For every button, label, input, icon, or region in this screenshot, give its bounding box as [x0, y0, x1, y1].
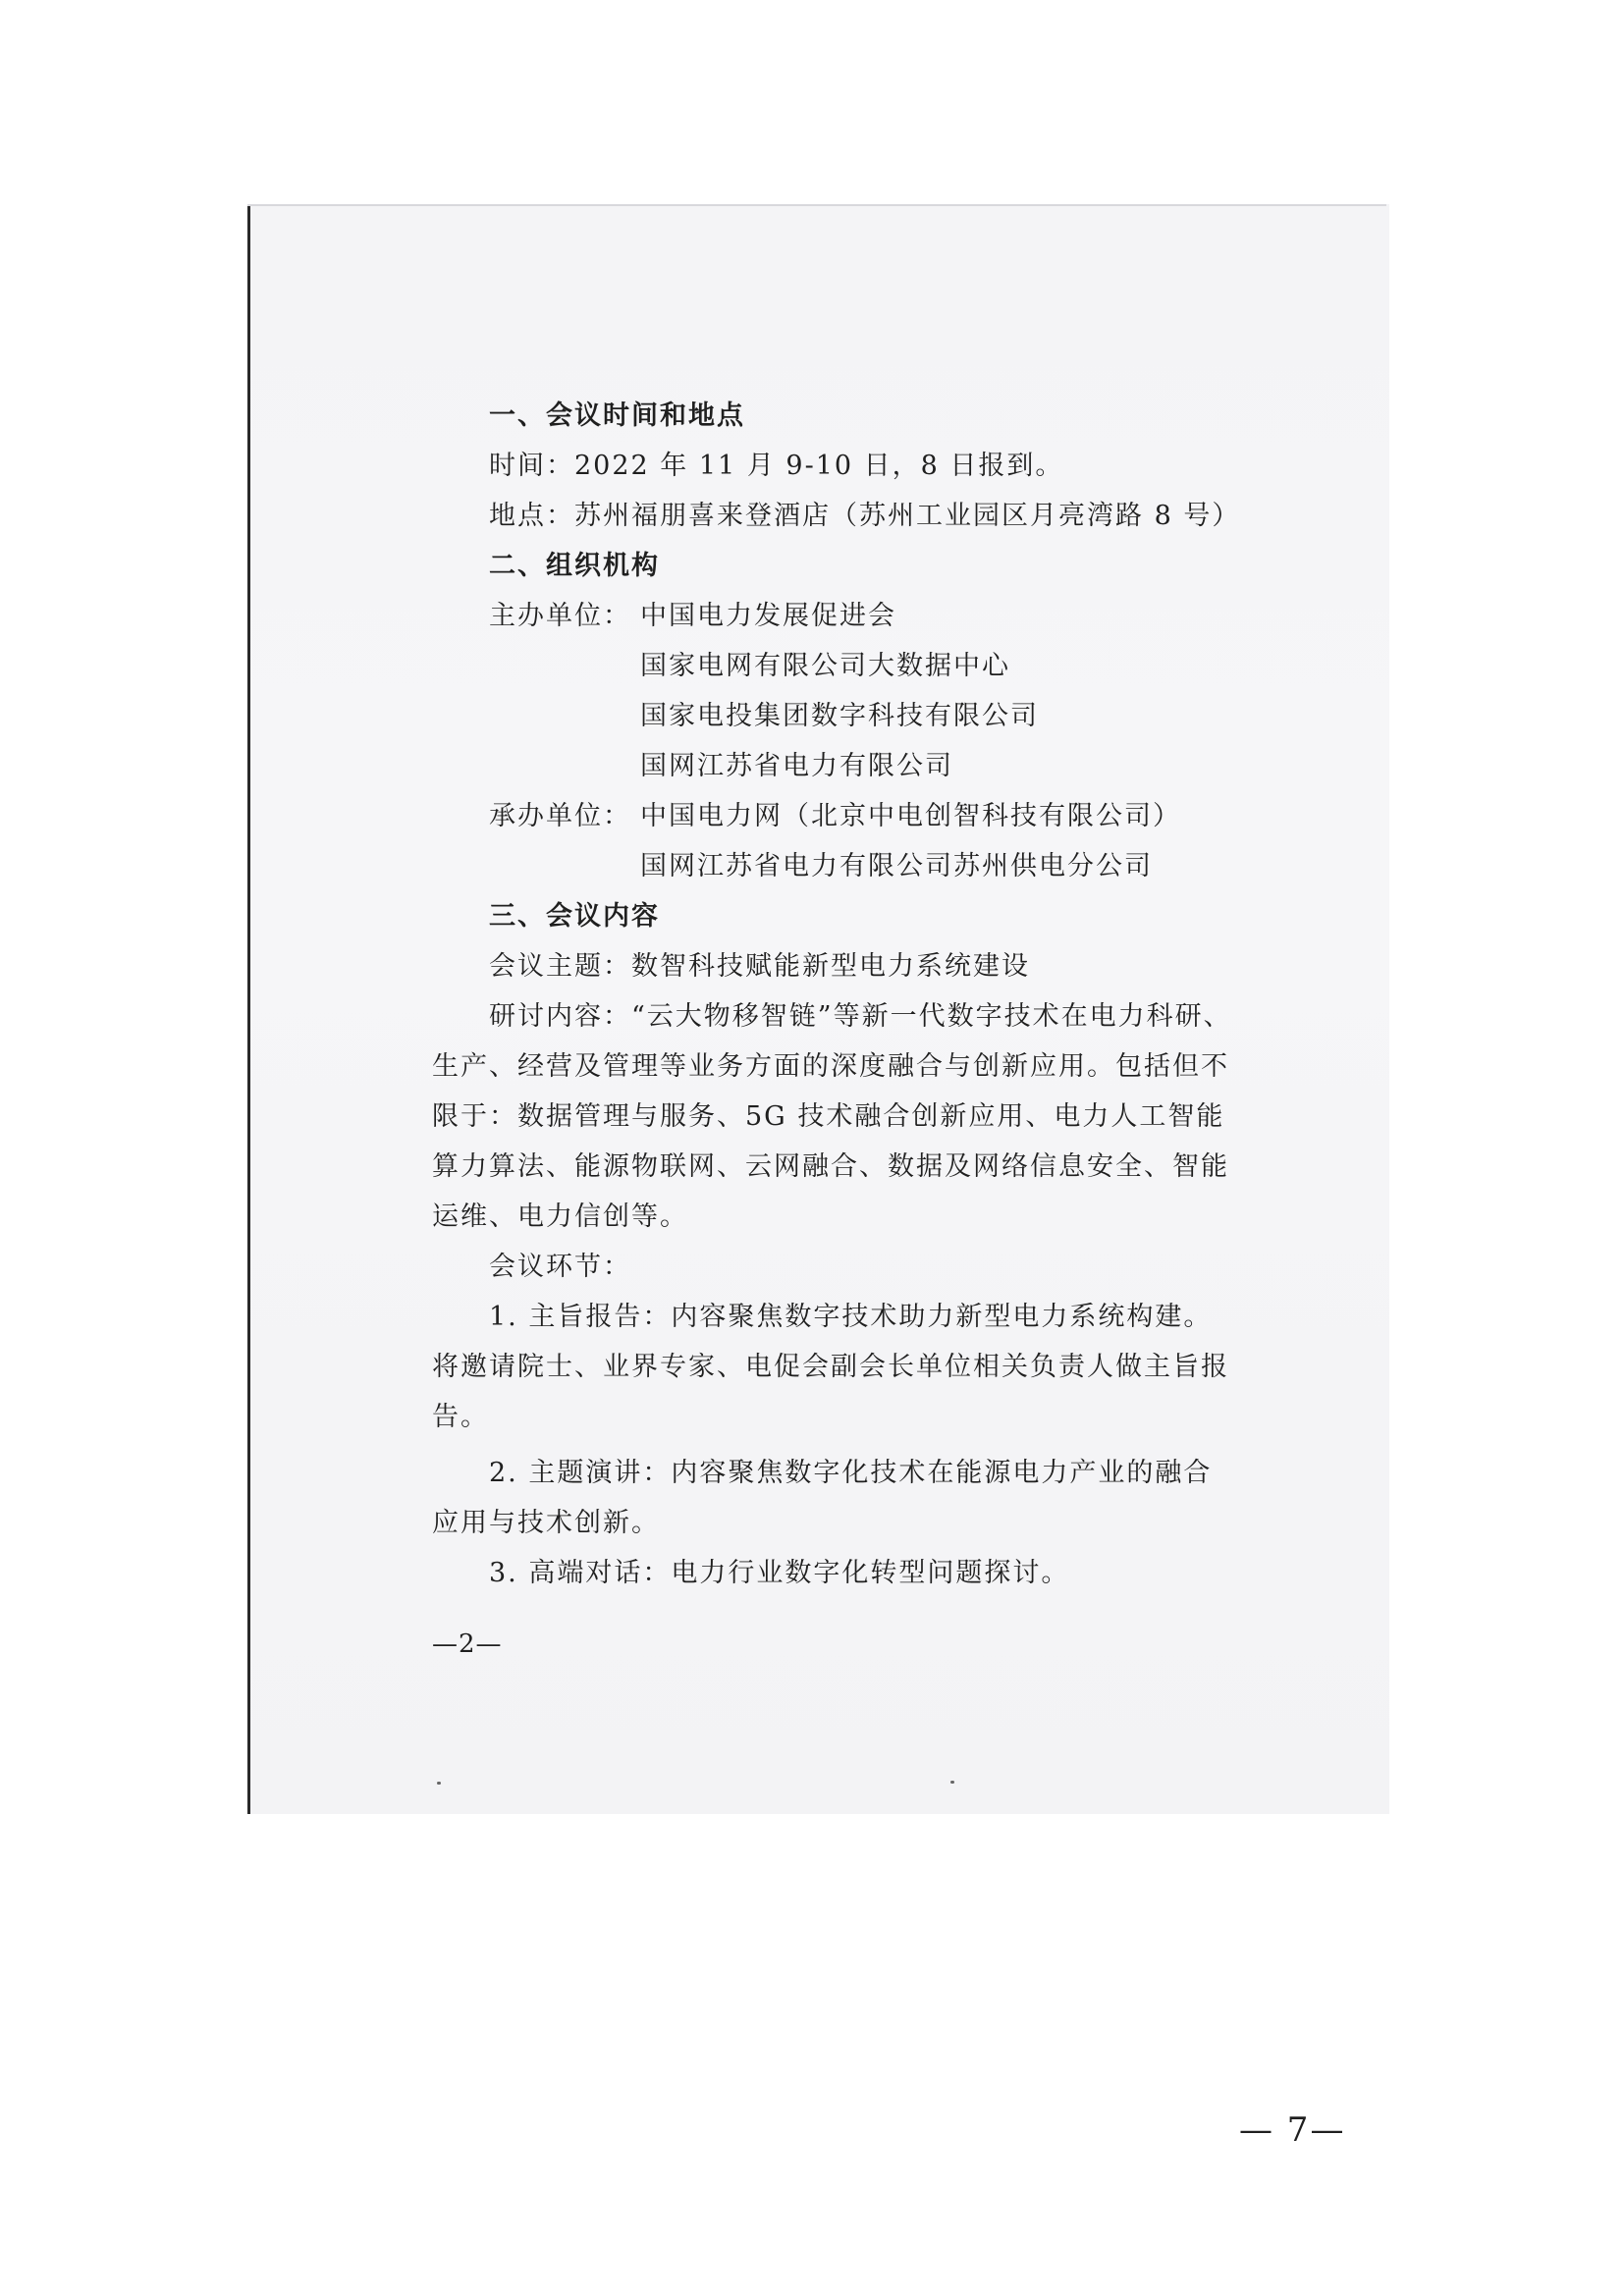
section3-heading: 三、会议内容 [489, 901, 660, 932]
section2-heading: 二、组织机构 [489, 551, 660, 581]
topics-line: 算力算法、能源物联网、云网融合、数据及网络信息安全、智能 [432, 1151, 1229, 1182]
sessions-label: 会议环节： [489, 1252, 631, 1282]
host-unit: 国家电投集团数字科技有限公司 [640, 701, 1039, 731]
session-item-1: 将邀请院士、业界专家、电促会副会长单位相关负责人做主旨报 [432, 1352, 1229, 1382]
topics-line: 限于：数据管理与服务、5G 技术融合创新应用、电力人工智能 [432, 1101, 1225, 1132]
meeting-theme: 会议主题：数智科技赋能新型电力系统建设 [489, 951, 1030, 982]
inner-page-number: —2— [432, 1629, 503, 1659]
scan-speck [950, 1781, 954, 1784]
meeting-time: 时间：2022 年 11 月 9-10 日，8 日报到。 [489, 451, 1064, 481]
session-item-2: 2. 主题演讲：内容聚焦数字化技术在能源电力产业的融合 [489, 1458, 1213, 1488]
session-item-2: 应用与技术创新。 [432, 1508, 660, 1538]
section1-heading: 一、会议时间和地点 [489, 400, 745, 431]
host-unit: 中国电力发展促进会 [640, 601, 896, 631]
organizer-unit: 国网江苏省电力有限公司苏州供电分公司 [640, 851, 1153, 881]
session-item-1: 告。 [432, 1402, 489, 1432]
meeting-place: 地点：苏州福朋喜来登酒店（苏州工业园区月亮湾路 8 号） [489, 501, 1241, 531]
organizer-label: 承办单位： [489, 801, 631, 831]
topics-line: 运维、电力信创等。 [432, 1201, 688, 1232]
session-item-1: 1. 主旨报告：内容聚焦数字技术助力新型电力系统构建。 [489, 1302, 1213, 1332]
scan-speck [437, 1782, 441, 1785]
host-unit: 国网江苏省电力有限公司 [640, 751, 953, 781]
host-label: 主办单位： [489, 601, 631, 631]
session-item-3: 3. 高端对话：电力行业数字化转型问题探讨。 [489, 1558, 1070, 1588]
scan-top-edge [247, 204, 1386, 206]
page-number: — 7— [1239, 2110, 1346, 2150]
host-unit: 国家电网有限公司大数据中心 [640, 651, 1010, 681]
organizer-unit: 中国电力网（北京中电创智科技有限公司） [640, 801, 1181, 831]
topics-line: 生产、经营及管理等业务方面的深度融合与创新应用。包括但不 [432, 1051, 1229, 1082]
topics-line: 研讨内容：“云大物移智链”等新一代数字技术在电力科研、 [489, 1001, 1232, 1032]
